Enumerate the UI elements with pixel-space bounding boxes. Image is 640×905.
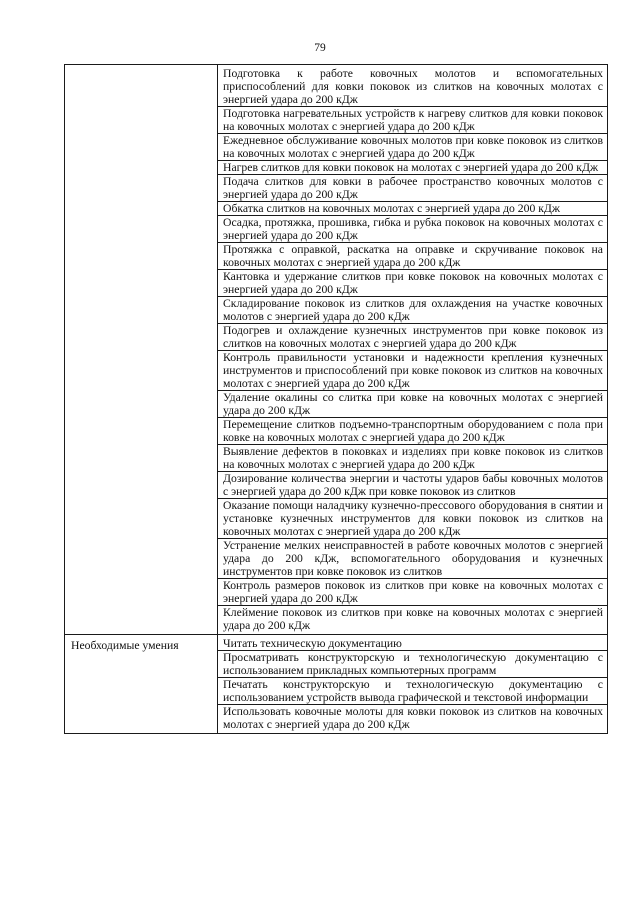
list-item: Подготовка нагревательных устройств к нагреву слитков для ковки поковок на ковочных молотах с энергией удара до 200 кДж [218,106,607,133]
list-item: Кантовка и удержание слитков при ковке поковок на ковочных молотах с энергией удара до 200 кДж [218,269,607,296]
list-item: Использовать ковочные молоты для ковки поковок из слитков на ковочных молотах с энергией удара до 200 кДж [218,704,607,733]
list-item: Перемещение слитков подъемно-транспортным оборудованием с пола при ковке на ковочных молотах с энергией удара до 200 кДж [218,417,607,444]
page-number: 79 [314,42,326,54]
list-item: Нагрев слитков для ковки поковок на молотах с энергией удара до 200 кДж [218,160,607,174]
list-item: Контроль размеров поковок из слитков при ковке на ковочных молотах с энергией удара до 200 кДж [218,578,607,605]
row-label: Необходимые умения [71,639,179,652]
table-row-labor-actions [65,65,608,635]
row-content-cell [218,635,608,734]
list-item: Дозирование количества энергии и частоты ударов бабы ковочных молотов с энергией удара до 200 кДж при ковке поковок из слитков [218,471,607,498]
list-item: Просматривать конструкторскую и технологическую документацию с использованием прикладных компьютерных программ [218,650,607,677]
list-item: Читать техническую документацию [223,637,402,650]
list-item: Удаление окалины со слитка при ковке на ковочных молотах с энергией удара до 200 кДж [218,390,607,417]
list-item: Ежедневное обслуживание ковочных молотов при ковке поковок из слитков на ковочных молотах с энергией удара до 200 кДж [218,133,607,160]
list-item: Подача слитков для ковки в рабочее пространство ковочных молотов с энергией удара до 200 кДж [218,174,607,201]
list-item: Клеймение поковок из слитков при ковке на ковочных молотах с энергией удара до 200 кДж [218,605,607,634]
row-content-cell [218,65,608,635]
row-label-cell [65,635,218,734]
list-item: Подготовка к работе ковочных молотов и вспомогательных приспособлений для ковки поковок из слитков на ковочных молотах с энергией удара до 200 кДж [223,67,603,106]
list-item: Протяжка с оправкой, раскатка на оправке и скручивание поковок на ковочных молотах с энергией удара до 200 кДж [218,242,607,269]
row-label-cell [65,65,218,635]
list-item: Обкатка слитков на ковочных молотах с энергией удара до 200 кДж [218,201,607,215]
list-item: Выявление дефектов в поковках и изделиях при ковке поковок из слитков на ковочных молотах с энергией удара до 200 кДж [218,444,607,471]
list-item: Контроль правильности установки и надежности крепления кузнечных инструментов и приспособлений при ковке поковок из слитков на ковочных молотах с энергией удара до 200 кДж [218,350,607,390]
list-item: Подогрев и охлаждение кузнечных инструментов при ковке поковок из слитков на ковочных молотах с энергией удара до 200 кДж [218,323,607,350]
list-item: Складирование поковок из слитков для охлаждения на участке ковочных молотов с энергией удара до 200 кДж [218,296,607,323]
list-item: Печатать конструкторскую и технологическую документацию с использованием устройств вывода графической и текстовой информации [218,677,607,704]
table-row-required-skills [65,635,608,734]
list-item: Оказание помощи наладчику кузнечно-прессового оборудования в снятии и установке кузнечных инструментов для ковки поковок из слитков на ковочных молотах с энергией удара до 200 кДж [218,498,607,538]
list-item: Устранение мелких неисправностей в работе ковочных молотов с энергией удара до 200 кДж, вспомогательного оборудования и кузнечных инструментов при ковке поковок из слитков [218,538,607,578]
list-item: Осадка, протяжка, прошивка, гибка и рубка поковок на ковочных молотах с энергией удара до 200 кДж [218,215,607,242]
requirements-table [64,64,608,734]
